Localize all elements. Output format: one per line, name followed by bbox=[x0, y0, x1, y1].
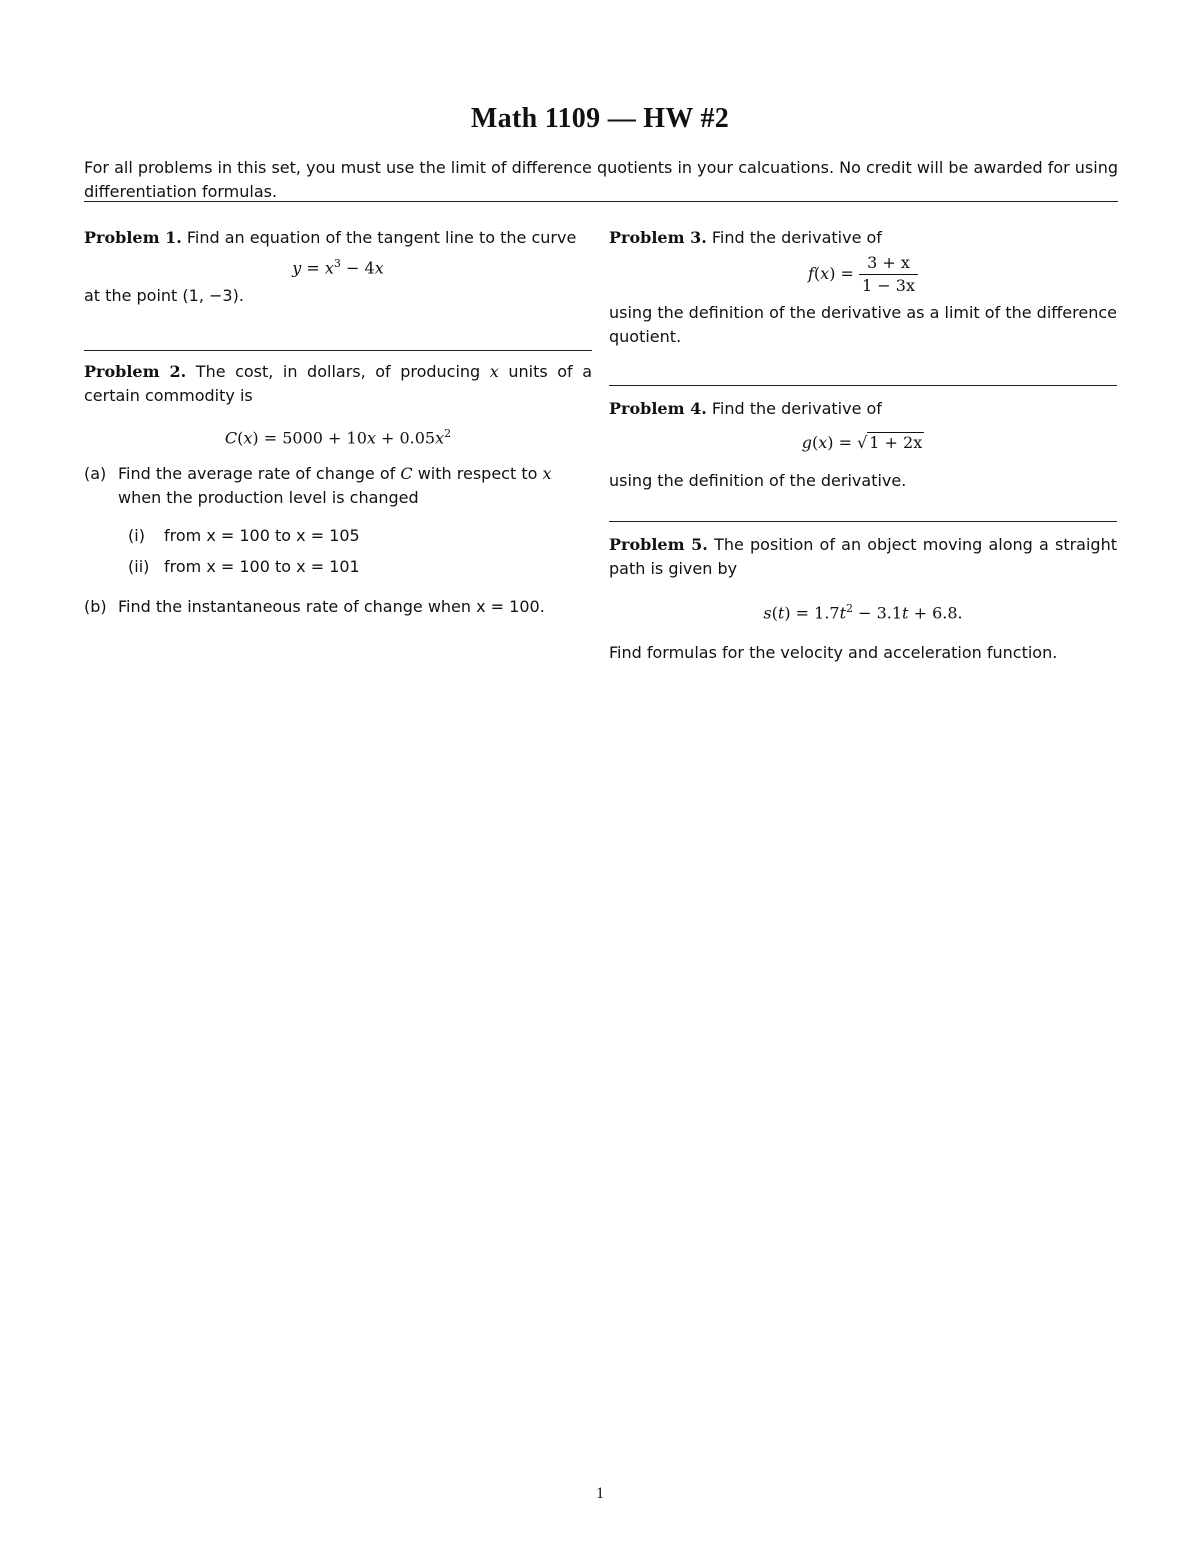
problem-1-equation: $y = x^3 - 4x$ bbox=[292, 257, 384, 278]
problem-2-label: Problem 2. bbox=[84, 362, 187, 381]
problem-2: Problem 2. The cost, in dollars, of producing x units of a certain commodity is $C(x) = 5000 + 10x + 0.05x^2$ (a) Find the average rate of change of C with respect to x when the production level is changed (i) from x = 100 to x = 105 (ii) from x = 100 to x = 101 (b) Find the instantaneous rate of change when x = 100. bbox=[84, 360, 592, 619]
problem-2-text-a: The cost, in dollars, of producing bbox=[195, 362, 481, 381]
problem-4-equation: g(x) = √ 1 + 2x bbox=[801, 433, 923, 452]
problem-2-equation: $C(x) = 5000 + 10x + 0.05x^2$ bbox=[224, 427, 452, 448]
problem-5 bbox=[609, 533, 1117, 665]
problem-5-after: Find formulas for the velocity and acceleration function. bbox=[609, 643, 1058, 663]
problem-5-text: The position of an object moving along a straight path is given by bbox=[609, 535, 1118, 578]
problem-4-label: Problem 4. bbox=[609, 399, 707, 418]
problem-4-after: using the definition of the derivative. bbox=[609, 471, 907, 490]
problem-2-part-b: (b) Find the instantaneous rate of change when x = 100. bbox=[84, 597, 545, 617]
radicand: 1 + 2x bbox=[869, 433, 923, 452]
problem-3-equation: f(x) = $\frac{3 + x}{1 - 3x}$ bbox=[609, 252, 1117, 297]
problem-1-text: Find an equation of the tangent line to the curve bbox=[186, 228, 577, 247]
header-rule bbox=[84, 201, 1118, 202]
left-column bbox=[84, 226, 592, 617]
problem-2-part-a-ii: (ii) from x = 100 to x = 101 bbox=[128, 557, 360, 577]
problem-5-equation: $s(t) = 1.7t^2 - 3.1t + 6.8$. bbox=[763, 602, 963, 623]
problem-1 bbox=[84, 226, 592, 308]
divider bbox=[609, 385, 1117, 386]
page-number: 1 bbox=[596, 1485, 604, 1502]
problem-4 bbox=[609, 397, 1117, 493]
page-title: Math 1109 — HW #2 bbox=[470, 103, 730, 134]
divider bbox=[609, 521, 1117, 522]
right-column bbox=[609, 226, 1118, 663]
divider bbox=[84, 350, 592, 351]
problem-3-text: Find the derivative of bbox=[711, 228, 882, 247]
problem-1-label: Problem 1. bbox=[84, 228, 182, 247]
fraction: $\frac{3 + x}{1 - 3x}$ bbox=[859, 252, 918, 297]
instructions: For all problems in this set, you must use the limit of difference quotients in your calcuations. No credit will be awarded for using differentiation formulas. bbox=[84, 158, 1118, 201]
problem-4-text: Find the derivative of bbox=[711, 399, 882, 418]
problem-5-label: Problem 5. bbox=[609, 535, 708, 554]
problem-3-after: using the definition of the derivative as a limit of the difference quotient. bbox=[609, 303, 1117, 346]
problem-2-part-a-i: (i) from x = 100 to x = 105 bbox=[128, 526, 360, 546]
problem-2-text-b: units of a certain commodity is bbox=[84, 362, 592, 405]
problem-2-part-a: (a) Find the average rate of change of C with respect to x when the production level is changed bbox=[84, 464, 552, 508]
problem-3 bbox=[609, 226, 1117, 349]
problem-3-label: Problem 3. bbox=[609, 228, 707, 247]
problem-1-after: at the point (1, −3). bbox=[84, 286, 244, 306]
